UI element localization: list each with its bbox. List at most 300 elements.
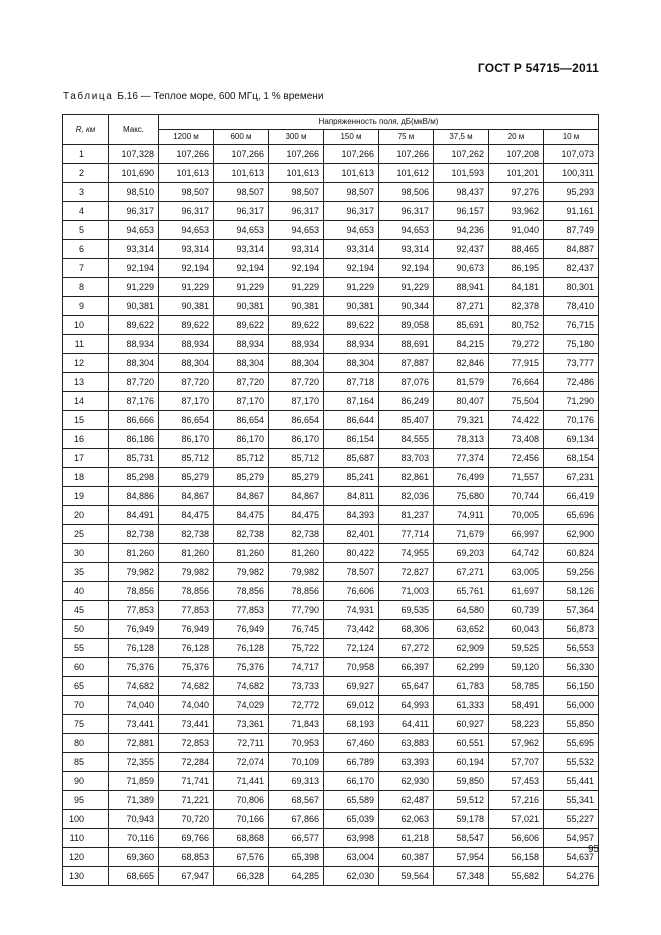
max-value-cell: 87,720 (109, 373, 159, 392)
value-cell: 62,930 (379, 772, 434, 791)
value-cell: 63,998 (324, 829, 379, 848)
value-cell: 93,962 (489, 202, 544, 221)
value-cell: 55,441 (544, 772, 599, 791)
value-cell: 60,551 (434, 734, 489, 753)
distance-cell: 16 (63, 430, 109, 449)
distance-cell: 12 (63, 354, 109, 373)
value-cell: 77,374 (434, 449, 489, 468)
table-row (63, 563, 599, 582)
distance-cell: 75 (63, 715, 109, 734)
value-cell: 58,547 (434, 829, 489, 848)
value-cell: 82,738 (214, 525, 269, 544)
max-value-cell: 101,690 (109, 164, 159, 183)
value-cell: 97,276 (489, 183, 544, 202)
value-cell: 81,579 (434, 373, 489, 392)
value-cell: 90,381 (214, 297, 269, 316)
value-cell: 78,856 (159, 582, 214, 601)
value-cell: 96,317 (269, 202, 324, 221)
value-cell: 88,934 (159, 335, 214, 354)
value-cell: 85,712 (159, 449, 214, 468)
value-cell: 69,927 (324, 677, 379, 696)
value-cell: 96,157 (434, 202, 489, 221)
value-cell: 65,647 (379, 677, 434, 696)
value-cell: 66,419 (544, 487, 599, 506)
value-cell: 67,272 (379, 639, 434, 658)
value-cell: 84,393 (324, 506, 379, 525)
value-cell: 75,180 (544, 335, 599, 354)
value-cell: 62,909 (434, 639, 489, 658)
value-cell: 92,194 (324, 259, 379, 278)
value-cell: 71,290 (544, 392, 599, 411)
value-cell: 56,000 (544, 696, 599, 715)
table-row (63, 221, 599, 240)
value-cell: 60,824 (544, 544, 599, 563)
distance-cell: 18 (63, 468, 109, 487)
value-cell: 66,170 (324, 772, 379, 791)
value-cell: 87,076 (379, 373, 434, 392)
col-header-height: 20 м (489, 130, 544, 145)
distance-cell: 55 (63, 639, 109, 658)
distance-cell: 7 (63, 259, 109, 278)
distance-cell: 70 (63, 696, 109, 715)
value-cell: 78,313 (434, 430, 489, 449)
distance-cell: 6 (63, 240, 109, 259)
value-cell: 54,276 (544, 867, 599, 886)
table-row (63, 183, 599, 202)
value-cell: 88,934 (324, 335, 379, 354)
value-cell: 94,236 (434, 221, 489, 240)
distance-cell: 4 (63, 202, 109, 221)
value-cell: 101,613 (269, 164, 324, 183)
value-cell: 60,194 (434, 753, 489, 772)
value-cell: 88,465 (489, 240, 544, 259)
value-cell: 59,850 (434, 772, 489, 791)
value-cell: 87,271 (434, 297, 489, 316)
value-cell: 68,306 (379, 620, 434, 639)
value-cell: 91,229 (324, 278, 379, 297)
value-cell: 75,680 (434, 487, 489, 506)
value-cell: 69,134 (544, 430, 599, 449)
value-cell: 79,982 (214, 563, 269, 582)
value-cell: 91,229 (269, 278, 324, 297)
value-cell: 94,653 (214, 221, 269, 240)
value-cell: 88,304 (269, 354, 324, 373)
value-cell: 74,955 (379, 544, 434, 563)
value-cell: 54,957 (544, 829, 599, 848)
value-cell: 84,811 (324, 487, 379, 506)
value-cell: 87,887 (379, 354, 434, 373)
value-cell: 87,718 (324, 373, 379, 392)
value-cell: 88,934 (214, 335, 269, 354)
table-row (63, 791, 599, 810)
max-value-cell: 71,389 (109, 791, 159, 810)
value-cell: 86,170 (159, 430, 214, 449)
table-row (63, 696, 599, 715)
value-cell: 71,441 (214, 772, 269, 791)
table-caption-text: Б.16 — Теплое море, 600 МГц, 1 % времени (117, 91, 324, 102)
value-cell: 62,900 (544, 525, 599, 544)
value-cell: 107,073 (544, 145, 599, 164)
value-cell: 98,507 (324, 183, 379, 202)
table-row (63, 297, 599, 316)
table-row (63, 335, 599, 354)
value-cell: 91,040 (489, 221, 544, 240)
value-cell: 86,154 (324, 430, 379, 449)
max-value-cell: 107,328 (109, 145, 159, 164)
max-value-cell: 98,510 (109, 183, 159, 202)
value-cell: 107,262 (434, 145, 489, 164)
value-cell: 57,707 (489, 753, 544, 772)
value-cell: 87,720 (214, 373, 269, 392)
max-value-cell: 73,441 (109, 715, 159, 734)
value-cell: 57,021 (489, 810, 544, 829)
value-cell: 86,195 (489, 259, 544, 278)
value-cell: 71,741 (159, 772, 214, 791)
distance-cell: 10 (63, 316, 109, 335)
max-value-cell: 86,666 (109, 411, 159, 430)
value-cell: 55,695 (544, 734, 599, 753)
max-value-cell: 92,194 (109, 259, 159, 278)
value-cell: 90,673 (434, 259, 489, 278)
value-cell: 72,284 (159, 753, 214, 772)
value-cell: 64,742 (489, 544, 544, 563)
max-value-cell: 91,229 (109, 278, 159, 297)
col-header-height: 150 м (324, 130, 379, 145)
value-cell: 107,266 (159, 145, 214, 164)
table-row (63, 145, 599, 164)
distance-cell: 65 (63, 677, 109, 696)
value-cell: 72,853 (159, 734, 214, 753)
distance-cell: 80 (63, 734, 109, 753)
value-cell: 68,567 (269, 791, 324, 810)
value-cell: 91,229 (379, 278, 434, 297)
value-cell: 58,785 (489, 677, 544, 696)
max-value-cell: 87,176 (109, 392, 159, 411)
value-cell: 101,613 (324, 164, 379, 183)
value-cell: 67,271 (434, 563, 489, 582)
distance-cell: 30 (63, 544, 109, 563)
table-row (63, 582, 599, 601)
table-body (63, 145, 599, 886)
col-header-height: 10 м (544, 130, 599, 145)
value-cell: 85,279 (269, 468, 324, 487)
col-header-group: Напряженность поля, дБ(мкВ/м) (159, 115, 599, 130)
max-value-cell: 85,298 (109, 468, 159, 487)
value-cell: 89,622 (324, 316, 379, 335)
value-cell: 56,873 (544, 620, 599, 639)
value-cell: 59,512 (434, 791, 489, 810)
table-row (63, 658, 599, 677)
max-value-cell: 74,682 (109, 677, 159, 696)
field-strength-table (62, 114, 599, 886)
distance-cell: 110 (63, 829, 109, 848)
distance-cell: 14 (63, 392, 109, 411)
value-cell: 77,714 (379, 525, 434, 544)
value-cell: 61,697 (489, 582, 544, 601)
value-cell: 74,422 (489, 411, 544, 430)
value-cell: 76,606 (324, 582, 379, 601)
table-row (63, 639, 599, 658)
col-header-height: 1200 м (159, 130, 214, 145)
value-cell: 90,344 (379, 297, 434, 316)
value-cell: 73,442 (324, 620, 379, 639)
value-cell: 63,883 (379, 734, 434, 753)
max-value-cell: 77,853 (109, 601, 159, 620)
table-row (63, 487, 599, 506)
value-cell: 82,846 (434, 354, 489, 373)
value-cell: 78,507 (324, 563, 379, 582)
value-cell: 81,260 (159, 544, 214, 563)
distance-cell: 95 (63, 791, 109, 810)
value-cell: 60,739 (489, 601, 544, 620)
distance-cell: 8 (63, 278, 109, 297)
value-cell: 78,856 (214, 582, 269, 601)
value-cell: 55,682 (489, 867, 544, 886)
table-row (63, 677, 599, 696)
value-cell: 67,460 (324, 734, 379, 753)
table-row (63, 164, 599, 183)
value-cell: 96,317 (379, 202, 434, 221)
value-cell: 76,745 (269, 620, 324, 639)
value-cell: 87,749 (544, 221, 599, 240)
value-cell: 72,074 (214, 753, 269, 772)
value-cell: 96,317 (159, 202, 214, 221)
value-cell: 85,691 (434, 316, 489, 335)
value-cell: 57,348 (434, 867, 489, 886)
value-cell: 86,654 (214, 411, 269, 430)
value-cell: 85,241 (324, 468, 379, 487)
distance-cell: 60 (63, 658, 109, 677)
value-cell: 87,164 (324, 392, 379, 411)
table-row (63, 240, 599, 259)
value-cell: 64,993 (379, 696, 434, 715)
max-value-cell: 70,116 (109, 829, 159, 848)
value-cell: 95,293 (544, 183, 599, 202)
value-cell: 84,555 (379, 430, 434, 449)
value-cell: 57,954 (434, 848, 489, 867)
distance-cell: 40 (63, 582, 109, 601)
table-row (63, 544, 599, 563)
max-value-cell: 84,491 (109, 506, 159, 525)
max-value-cell: 84,886 (109, 487, 159, 506)
value-cell: 76,664 (489, 373, 544, 392)
col-header-max: Макс. (109, 115, 159, 145)
max-value-cell: 89,622 (109, 316, 159, 335)
value-cell: 56,150 (544, 677, 599, 696)
value-cell: 58,126 (544, 582, 599, 601)
table-row (63, 620, 599, 639)
value-cell: 81,237 (379, 506, 434, 525)
value-cell: 82,738 (159, 525, 214, 544)
value-cell: 55,341 (544, 791, 599, 810)
value-cell: 86,644 (324, 411, 379, 430)
value-cell: 93,314 (214, 240, 269, 259)
table-row (63, 202, 599, 221)
distance-cell: 25 (63, 525, 109, 544)
value-cell: 60,927 (434, 715, 489, 734)
distance-cell: 35 (63, 563, 109, 582)
value-cell: 64,285 (269, 867, 324, 886)
value-cell: 89,622 (214, 316, 269, 335)
table-row (63, 715, 599, 734)
max-value-cell: 69,360 (109, 848, 159, 867)
value-cell: 98,507 (269, 183, 324, 202)
value-cell: 90,381 (324, 297, 379, 316)
table-row (63, 810, 599, 829)
max-value-cell: 96,317 (109, 202, 159, 221)
distance-cell: 45 (63, 601, 109, 620)
value-cell: 81,260 (214, 544, 269, 563)
max-value-cell: 86,186 (109, 430, 159, 449)
value-cell: 63,652 (434, 620, 489, 639)
value-cell: 79,982 (159, 563, 214, 582)
value-cell: 74,717 (269, 658, 324, 677)
value-cell: 90,381 (269, 297, 324, 316)
value-cell: 94,653 (324, 221, 379, 240)
value-cell: 70,806 (214, 791, 269, 810)
value-cell: 76,949 (214, 620, 269, 639)
value-cell: 93,314 (379, 240, 434, 259)
distance-cell: 1 (63, 145, 109, 164)
col-header-height: 300 м (269, 130, 324, 145)
value-cell: 94,653 (269, 221, 324, 240)
max-value-cell: 90,381 (109, 297, 159, 316)
table-row (63, 373, 599, 392)
value-cell: 80,301 (544, 278, 599, 297)
value-cell: 69,313 (269, 772, 324, 791)
table-row (63, 867, 599, 886)
col-header-height: 75 м (379, 130, 434, 145)
distance-cell: 120 (63, 848, 109, 867)
max-value-cell: 82,738 (109, 525, 159, 544)
value-cell: 68,853 (159, 848, 214, 867)
value-cell: 59,256 (544, 563, 599, 582)
max-value-cell: 93,314 (109, 240, 159, 259)
value-cell: 65,761 (434, 582, 489, 601)
value-cell: 91,161 (544, 202, 599, 221)
value-cell: 57,364 (544, 601, 599, 620)
value-cell: 84,475 (214, 506, 269, 525)
value-cell: 63,004 (324, 848, 379, 867)
value-cell: 61,333 (434, 696, 489, 715)
value-cell: 78,856 (269, 582, 324, 601)
value-cell: 101,612 (379, 164, 434, 183)
value-cell: 72,124 (324, 639, 379, 658)
value-cell: 88,304 (324, 354, 379, 373)
value-cell: 66,789 (324, 753, 379, 772)
value-cell: 70,953 (269, 734, 324, 753)
max-value-cell: 94,653 (109, 221, 159, 240)
value-cell: 54,637 (544, 848, 599, 867)
value-cell: 107,266 (214, 145, 269, 164)
value-cell: 75,504 (489, 392, 544, 411)
table-row (63, 753, 599, 772)
value-cell: 70,005 (489, 506, 544, 525)
value-cell: 84,867 (269, 487, 324, 506)
max-value-cell: 71,859 (109, 772, 159, 791)
value-cell: 74,911 (434, 506, 489, 525)
distance-cell: 100 (63, 810, 109, 829)
value-cell: 77,853 (214, 601, 269, 620)
distance-cell: 20 (63, 506, 109, 525)
value-cell: 73,777 (544, 354, 599, 373)
value-cell: 100,311 (544, 164, 599, 183)
value-cell: 73,733 (269, 677, 324, 696)
standard-code: ГОСТ Р 54715—2011 (477, 61, 599, 75)
value-cell: 60,387 (379, 848, 434, 867)
value-cell: 65,398 (269, 848, 324, 867)
value-cell: 85,712 (214, 449, 269, 468)
value-cell: 85,407 (379, 411, 434, 430)
value-cell: 74,682 (159, 677, 214, 696)
max-value-cell: 68,665 (109, 867, 159, 886)
value-cell: 73,408 (489, 430, 544, 449)
value-cell: 81,260 (269, 544, 324, 563)
value-cell: 59,564 (379, 867, 434, 886)
distance-cell: 5 (63, 221, 109, 240)
max-value-cell: 75,376 (109, 658, 159, 677)
value-cell: 67,947 (159, 867, 214, 886)
value-cell: 76,715 (544, 316, 599, 335)
value-cell: 56,158 (489, 848, 544, 867)
value-cell: 72,486 (544, 373, 599, 392)
value-cell: 72,456 (489, 449, 544, 468)
max-value-cell: 79,982 (109, 563, 159, 582)
value-cell: 76,128 (214, 639, 269, 658)
value-cell: 93,314 (269, 240, 324, 259)
value-cell: 68,154 (544, 449, 599, 468)
table-row (63, 259, 599, 278)
value-cell: 96,317 (324, 202, 379, 221)
distance-cell: 90 (63, 772, 109, 791)
value-cell: 85,279 (159, 468, 214, 487)
value-cell: 62,487 (379, 791, 434, 810)
value-cell: 88,304 (159, 354, 214, 373)
value-cell: 65,039 (324, 810, 379, 829)
distance-cell: 9 (63, 297, 109, 316)
value-cell: 68,193 (324, 715, 379, 734)
value-cell: 62,299 (434, 658, 489, 677)
value-cell: 57,216 (489, 791, 544, 810)
value-cell: 107,266 (269, 145, 324, 164)
max-value-cell: 72,881 (109, 734, 159, 753)
value-cell: 85,712 (269, 449, 324, 468)
value-cell: 70,744 (489, 487, 544, 506)
page-number: 95 (588, 844, 600, 855)
value-cell: 59,178 (434, 810, 489, 829)
value-cell: 101,593 (434, 164, 489, 183)
table-row (63, 734, 599, 753)
value-cell: 77,790 (269, 601, 324, 620)
distance-cell: 13 (63, 373, 109, 392)
col-header-height: 600 м (214, 130, 269, 145)
value-cell: 107,208 (489, 145, 544, 164)
col-header-distance: R, км (63, 115, 109, 145)
value-cell: 88,934 (269, 335, 324, 354)
value-cell: 73,361 (214, 715, 269, 734)
value-cell: 61,218 (379, 829, 434, 848)
value-cell: 82,401 (324, 525, 379, 544)
value-cell: 77,915 (489, 354, 544, 373)
value-cell: 84,475 (269, 506, 324, 525)
value-cell: 70,720 (159, 810, 214, 829)
max-value-cell: 81,260 (109, 544, 159, 563)
value-cell: 92,437 (434, 240, 489, 259)
value-cell: 84,867 (214, 487, 269, 506)
table-row (63, 506, 599, 525)
value-cell: 75,376 (159, 658, 214, 677)
value-cell: 91,229 (214, 278, 269, 297)
